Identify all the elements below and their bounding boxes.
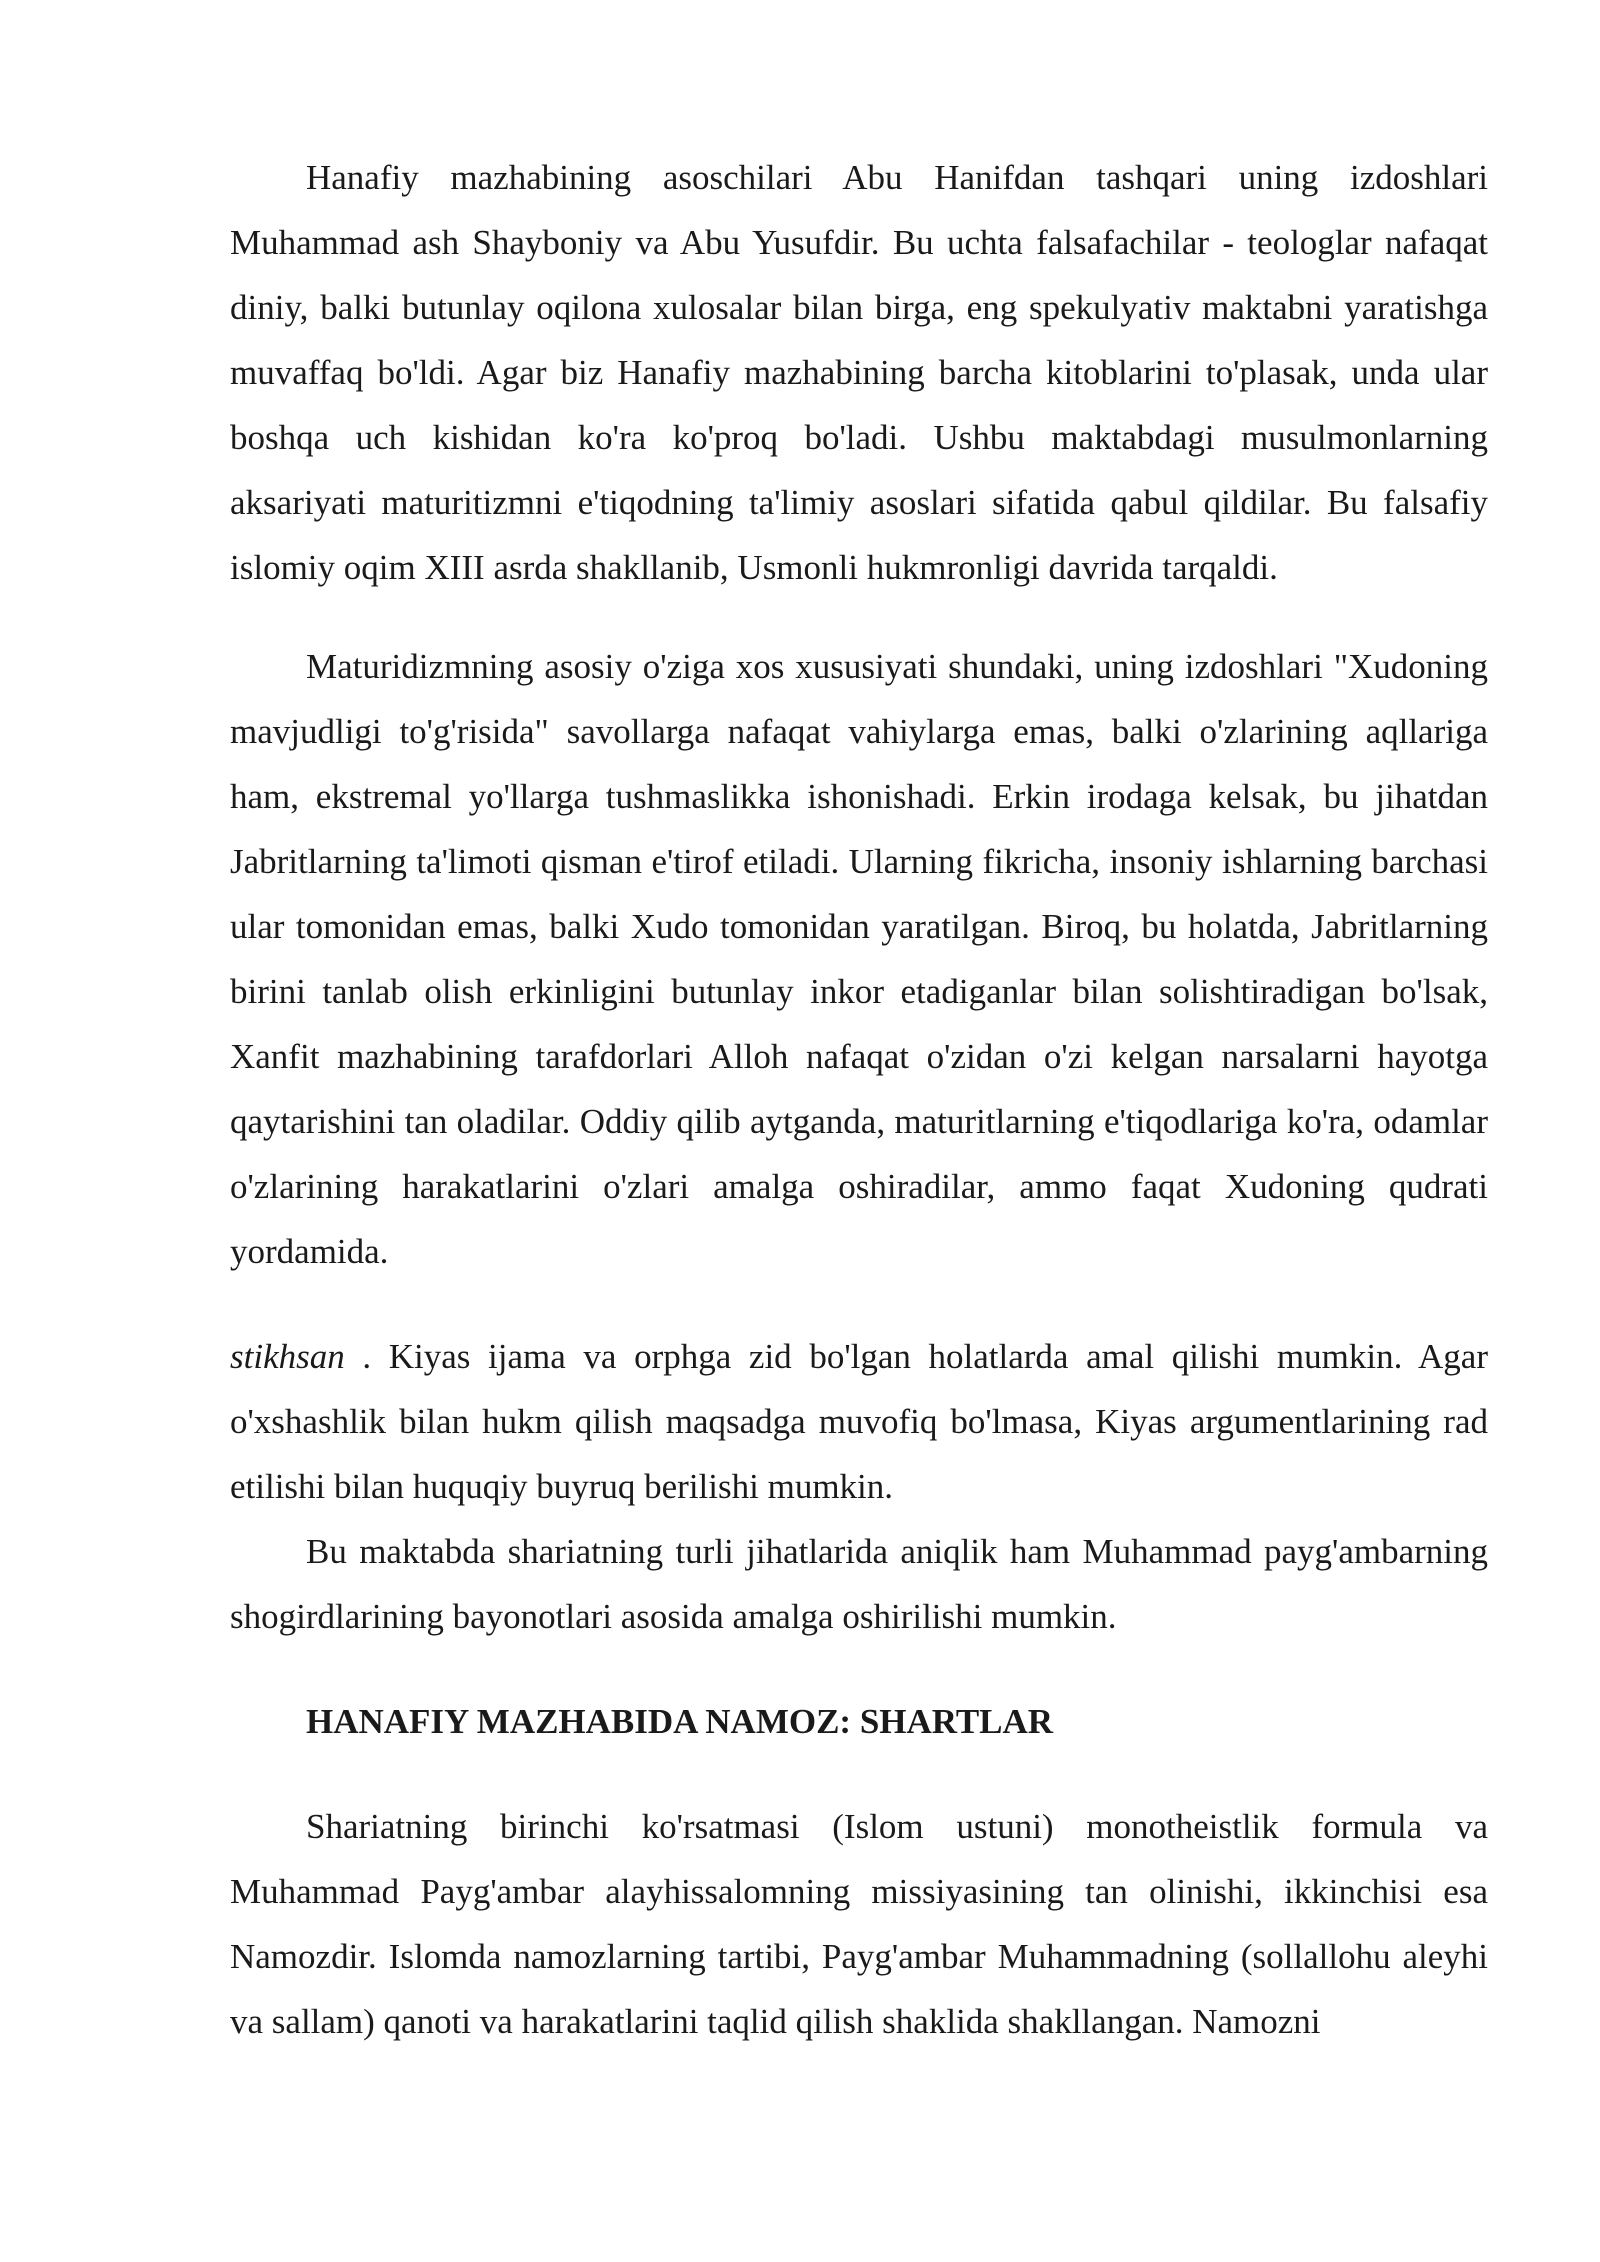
paragraph-namaz: Shariatning birinchi ko'rsatmasi (Islom ustuni) monotheistlik formula va Muhammad Payg'ambar alayhissalomning missiyasining tan olinishi, ikkinchisi esa Namozdir. Islomda namozlarning tartibi, Payg'ambar Muhammadning (sollallohu aleyhi va sallam) qanoti va harakatlarini taqlid qilish shaklida shakllangan. Namozni [230,1807,1488,2041]
paragraph-maturidism: Maturidizmning asosiy o'ziga xos xususiyati shundaki, uning izdoshlari "Xudoning mavjudligi to'g'risida" savollarga nafaqat vahiylarga emas, balki o'zlarining aqllariga ham, ekstremal yo'llarga tushmaslikka ishonishadi. Erkin irodaga kelsak, bu jihatdan Jabritlarning ta'limoti qisman e'tirof etiladi. Ularning fikricha, insoniy ishlarning barchasi ular tomonidan emas, balki Xudo tomonidan yaratilgan. Biroq, bu holatda, Jabritlarning birini tanlab olish erkinligini butunlay inkor etadiganlar bilan solishtiradigan bo'lsak, Xanfit mazhabining tarafdorlari Alloh nafaqat o'zidan o'zi kelgan narsalarni hayotga qaytarishini tan oladilar. Oddiy qilib aytganda, maturitlarning e'tiqodlariga ko'ra, odamlar o'zlarining harakatlarini o'zlari amalga oshiradilar, ammo faqat Xudoning qudrati yordamida. [230,647,1488,1271]
paragraph-sharia-clarity: Bu maktabda shariatning turli jihatlarida aniqlik ham Muhammad payg'ambarning shogirdlarining bayonotlari asosida amalga oshirilishi mumkin. [230,1532,1488,1636]
italic-term: stikhsan [230,1337,345,1376]
paragraph-qiyas [230,1324,1488,1519]
paragraph-qiyas-text: . Kiyas ijama va orphga zid bo'lgan holatlarda amal qilishi mumkin. Agar o'xshashlik bilan hukm qilish maqsadga muvofiq bo'lmasa, Kiyas argumentlarining rad etilishi bilan huquqiy buyruq berilishi mumkin. [230,1337,1488,1506]
document-page [230,145,1488,2054]
paragraph-hanafiy-founders: Hanafiy mazhabining asoschilari Abu Hanifdan tashqari uning izdoshlari Muhammad ash Shayboniy va Abu Yusufdir. Bu uchta falsafachilar - teologlar nafaqat diniy, balki butunlay oqilona xulosalar bilan birga, eng spekulyativ maktabni yaratishga muvaffaq bo'ldi. Agar biz Hanafiy mazhabining barcha kitoblarini to'plasak, unda ular boshqa uch kishidan ko'ra ko'proq bo'ladi. Ushbu maktabdagi musulmonlarning aksariyati maturitizmni e'tiqodning ta'limiy asoslari sifatida qabul qildilar. Bu falsafiy islomiy oqim XIII asrda shakllanib, Usmonli hukmronligi davrida tarqaldi. [230,158,1488,587]
section-heading: HANAFIY MAZHABIDA NAMOZ: SHARTLAR [306,1702,1054,1741]
